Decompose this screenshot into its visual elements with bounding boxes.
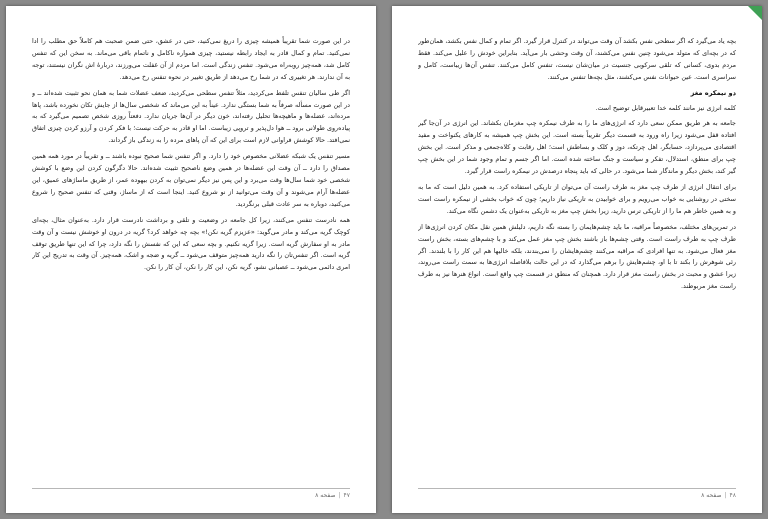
section-heading: دو نیمکره مغز (690, 88, 736, 97)
book-page-right (392, 6, 762, 513)
paragraph: در تمرین‌های مختلف، مخصوصاً مراقبه، ما باید چشم‌هایمان را بسته نگه داریم، دلیلش همین نقل مکان کردن انرژی‌ها از طرف چپ به طرف راست است. وقتی چشم‌ها باز باشند بخش چپ مغز عمل می‌کند و با چشم‌های بسته، بخش راست مغز فعال می‌شود. به تنها افرادی که مراقبه می‌کنند چشم‌هایشان را نمی‌بندند، بلکه خالیها هم این کار را با بلندند. اگر رئی شوهرش را بکند تا با او، چشم‌هایش را برهم می‌گذارد که در این حالت بلافاصله انرژی‌ها به سمت راست می‌روند، زیرا عشق و محبت در بخش راست مغز قرار دارد. همچنان که منطق در قسمت چپ واقع است. انواع هنرها نیز به طرف راست مغز مربوطند. (418, 222, 736, 291)
page-label: صفحه ۸ (315, 492, 336, 499)
paragraph: جامعه به هر طریق ممکن سعی دارد که انرژی‌های ما را به طرف نیمکره چپ مغزمان بکشاند. این انرژی در آن‌جا گیر افتاده قفل می‌شود زیرا راه ورود به قسمت دیگر تقریباً بسته است. این بخش چپ همیشه به کارهای یکنواخت و مفید اقتصادی می‌پردازد، حسابگر، اهل چرتکه، دوز و کلک و بساطش است؛ اهل رقابت و کلاه‌جمعی و مذکر است. این بخش چپ برای منطق، استدلال، تفکر و سیاست و جنگ ساخته شده است. اما اگر جسم و تمام وجود شما در این بخش چپ گیر کند، بخش دیگر و ماندگار شما می‌شود. در حالی که باید پنجاه درصدش در نیمکره راست قرار گیرد. (418, 119, 736, 176)
paragraph: کلمه انرژی نیز مانند کلمه خدا تعبیرقابل توضیح است. (595, 103, 736, 112)
bookmark-ribbon-icon (748, 6, 762, 20)
paragraph: برای انتقال انرژی از طرف چپ مغز به طرف راست آن می‌توان از تاریکی استفاده کرد. به همین دلیل است که ما به سختی در روشنایی به خواب می‌رویم و برای خوابیدن به تاریکی نیاز داریم؛ چون که خواب بخشی از نیمکره راست است و به همین خاطر هم ما را از تاریکی ترس دارید، زیرا بخش چپ مغز به تاریکی به‌عنوان یک دشمن نگاه می‌کند. (418, 182, 736, 215)
paragraph: اگر طی سالیان تنفس تلفط می‌کردید، مثلاً تنفس سطحی می‌کردید، ضعف عضلات شما به همان نحو تثبیت شده‌اند ــ و در این صورت مسأله صرفاً به شما بستگی ندارد. عیناً به این می‌ماند که شخصی سال‌ها از جایش تکان نخورده باشد، پاها مرده‌اند، عضله‌ها و ماهیچه‌ها تحلیل رفته‌اند، خون دیگر در آن‌ها جریان ندارد. دفعتاً روزی شخص تصمیم می‌گیرد که به پیاده‌روی طولانی برود ــ هوا دل‌پذیر و تروپی زیباست. اما او قادر به حرکت نیست؛ با فکر کردن و آرزو کردن چیزی اتفاق نمی‌افتد. حالا کوشش فراوانی لازم است برای این که آن پاهای مرده را به زندگی باز گرداند. (32, 88, 350, 145)
paragraph: مسیر تنفس یک شبکه عضلانی مخصوص خود را دارد. و اگر تنفس شما صحیح نبوده باشند ــ و تقریباً در مورد همه همین مصداق را دارد ــ آن وقت این عضله‌ها در همین وضع ناصحیح تثبیت شده‌اند. حالا دگرگون کردن این وضع با کوشش شخصی خود شما سال‌ها وقت می‌برد و این پس نیز دیگر نمی‌توان به کردن بیهوده عمر، از طریق ماساژهای عمیق، این عضله‌ها آرام می‌شوند و آن وقت می‌توانید از نو شروع کنید. اینجا است که از ماساژ، وقتی که تنفس صحیح را شروع می‌کنید، دوباره به سر عادت قبلی برنگردید. (32, 152, 350, 208)
page-label: صفحه ۸ (701, 492, 722, 499)
page-number: ۴۸ (729, 492, 736, 499)
page-footer-left: ۴۷|صفحه ۸ (32, 488, 350, 499)
paragraph: همه نادرست تنفس می‌کنند، زیرا کل جامعه در وضعیت و تلقی و برداشت نادرست قرار دارد. به‌عنوان مثال، بچه‌ای کوچک گریه می‌کند و مادر می‌گوید: «عزیزم گریه نکن!» بچه چه خواهد کرد؟ گریه در درون او خوشش نیست و آن وقت مادر به او سفارش گریه است. زیرا گریه نکنیم. و بچه سعی که این که نفسش را نگه دارد، چرا که این تنها طریق توقف گریه است. اگر تنفس‌تان را نگه دارید همه‌چیز متوقف می‌شود ــ گریه و ضجه و اشک، همه‌چیز. آن وقت به تدریج این کار امری دائمی می‌شود ــ عصبانی نشو، گریه نکن، این کار را نکن، آن کار را نکن. (32, 215, 350, 272)
page-footer-right: ۴۸|صفحه ۸ (418, 488, 736, 499)
page-body-right (418, 36, 736, 479)
paragraph: بچه یاد می‌گیرد که اگر سطحی نفس بکشد آن وقت می‌تواند در کنترل قرار گیرد. اگر تمام و کمال نفس بکشد، همان‌طور که در بچه‌ای که متولد می‌شود چنین نفس می‌کشند، آن وقت وحشی بار می‌آید. بنابراین خودش را علیل می‌کند. فقط مردم بدوی، کسانی که تلقی سرکوبی جنسیت در میان‌شان نیست، تنفس کامل می‌کنند. تنفس آن‌ها زیباست، کامل و سراسری است. عین حیوانات نفس می‌کشند، مثل بچه‌ها تنفس می‌کنند. (418, 37, 736, 81)
paragraph: در این صورت شما تقریباً همیشه چیزی را دریغ نمی‌کنید، حتی در عشق، حتی ضمن صحبت هم کاملاً حق مطلب را ادا نمی‌کنید. تمام و کمال قادر به ایجاد رابطه نیستید، چیزی همواره ناکامل و ناتمام باقی می‌ماند. به سخن این که تنفس کامل شد، همه‌چیز روبه‌راه می‌شود. تنفس زندگی است. اما مردم از آن غفلت می‌ورزند، دربارهٔ اش نگران نیستند، توجه به آن ندارند. هر تغییری که در شما رخ می‌دهد از طریق تغییر در نحوه تنفس رخ می‌دهد. (32, 37, 350, 81)
book-page-left (6, 6, 376, 513)
page-body-left (32, 36, 350, 479)
page-number: ۴۷ (343, 492, 350, 499)
